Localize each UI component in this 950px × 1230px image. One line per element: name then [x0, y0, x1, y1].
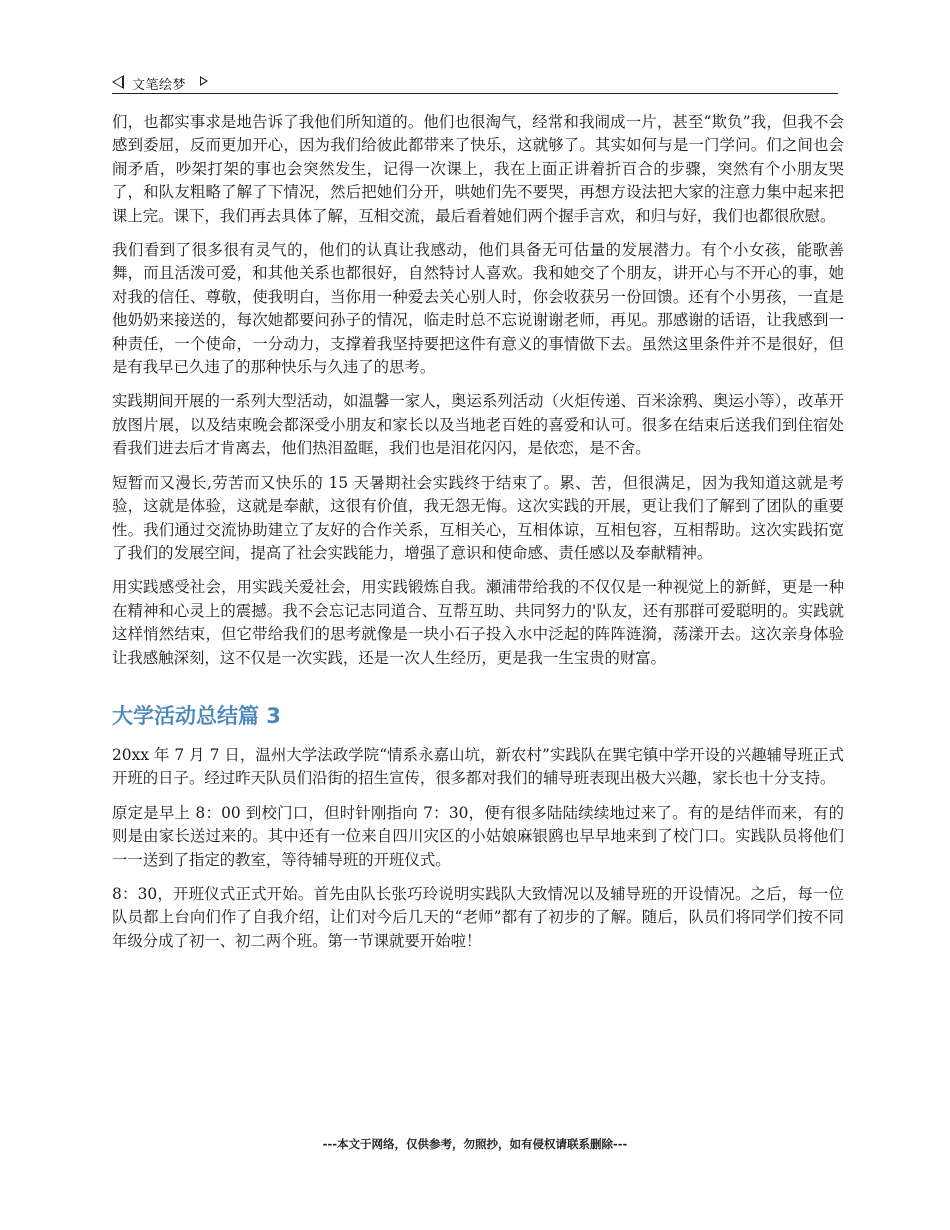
paragraph: 我们看到了很多很有灵气的，他们的认真让我感动，他们具备无可估量的发展潜力。有个小女孩，能歌善舞，而且活泼可爱，和其他关系也都很好，自然特讨人喜欢。我和她交了个朋友，讲开心与不开心的事，她对我的信任、尊敬，使我明白，当你用一种爱去关心别人时，你会收获另一份回馈。还有个小男孩，一直是他奶奶来接送的，每次她都要问孙子的情况，临走时总不忘说谢谢老师，再见。那感谢的话语，让我感到一种责任，一个使命，一分动力，支撑着我坚持要把这件有意义的事情做下去。虽然这里条件并不是很好，但是有我早已久违了的那种快乐与久违了的思考。	[112, 241, 844, 377]
header-brand: 文笔绘梦	[132, 78, 187, 93]
page-header	[112, 72, 838, 94]
document-body	[112, 111, 844, 964]
paragraph: 8：30，开班仪式正式开始。首先由队长张巧玲说明实践队大致情况以及辅导班的开设情况。之后，每一位队员都上台向们作了自我介绍，让们对今后几天的“老师”都有了初步的了解。随后，队员们将同学们按不同年级分成了初一、初二两个班。第一节课就要开始啦！	[112, 884, 844, 950]
paragraph: 用实践感受社会，用实践关爱社会，用实践锻炼自我。瀬浦带给我的不仅仅是一种视觉上的新鲜，更是一种在精神和心灵上的震撼。我不会忘记志同道合、互帮互助、共同努力的'队友，还有那群可爱聪明的。实践就这样悄然结束，但它带给我们的思考就像是一块小石子投入水中泛起的阵阵涟漪，荡漾开去。这次亲身体验让我感触深刻，这不仅是一次实践，还是一次人生经历，更是我一生宝贵的财富。	[112, 578, 844, 667]
paragraph: 实践期间开展的一系列大型活动，如温馨一家人，奥运系列活动（火炬传递、百米涂鸦、奥运小等），改革开放图片展，以及结束晚会都深受小朋友和家长以及当地老百姓的喜爱和认可。很多在结束后送我们到住宿处看我们进去后才肯离去，他们热泪盈眶，我们也是泪花闪闪，是依恋，是不舍。	[112, 392, 844, 458]
header-rule	[112, 93, 838, 94]
section-title: 大学活动总结篇 3	[112, 703, 281, 728]
triangle-left-icon	[112, 75, 124, 89]
paragraph: 们，也都实事求是地告诉了我他们所知道的。他们也很淘气，经常和我闹成一片，甚至“欺负”我，但我不会感到委屈，反而更加开心，因为我们给彼此都带来了快乐，这就够了。其实如何与是一门学问。们之间也会闹矛盾，吵架打架的事也会突然发生，记得一次课上，我在上面正讲着折百合的步骤，突然有个小朋友哭了，和队友粗略了解了下情况，然后把她们分开，哄她们先不要哭，再想方设法把大家的注意力集中起来把课上完。课下，我们再去具体了解，互相交流，最后看着她们两个握手言欢，和归与好，我们也都很欣慰。	[112, 113, 844, 225]
paragraph: 20xx 年 7 月 7 日，温州大学法政学院“情系永嘉山坑，新农村”实践队在巽宅镇中学开设的兴趣辅导班正式开班的日子。经过昨天队员们沿街的招生宣传，很多都对我们的辅导班表现出极大兴趣，家长也十分支持。	[112, 745, 844, 788]
paragraph: 原定是早上 8：00 到校门口，但时针刚指向 7：30，便有很多陆陆续续地过来了。有的是结伴而来，有的则是由家长送过来的。其中还有一位来自四川灾区的小姑娘麻银鸥也早早地来到了校门口。实践队员将他们一一送到了指定的教室，等待辅导班的开班仪式。	[112, 803, 844, 869]
page-footer: ---本文于网络，仅供参考，勿照抄，如有侵权请联系删除---	[322, 1137, 628, 1151]
triangle-right-icon	[200, 76, 208, 86]
paragraph: 短暂而又漫长,劳苦而又快乐的 15 天暑期社会实践终于结束了。累、苦，但很满足，因为我知道这就是考验，这就是体验，这就是奉献，这很有价值，我无怨无悔。这次实践的开展，更让我们了解到了团队的重要性。我们通过交流协助建立了友好的合作关系，互相关心，互相体谅，互相包容，互相帮助。这次实践拓宽了我们的发展空间，提高了社会实践能力，增强了意识和使命感、责任感以及奉献精神。	[112, 473, 844, 562]
